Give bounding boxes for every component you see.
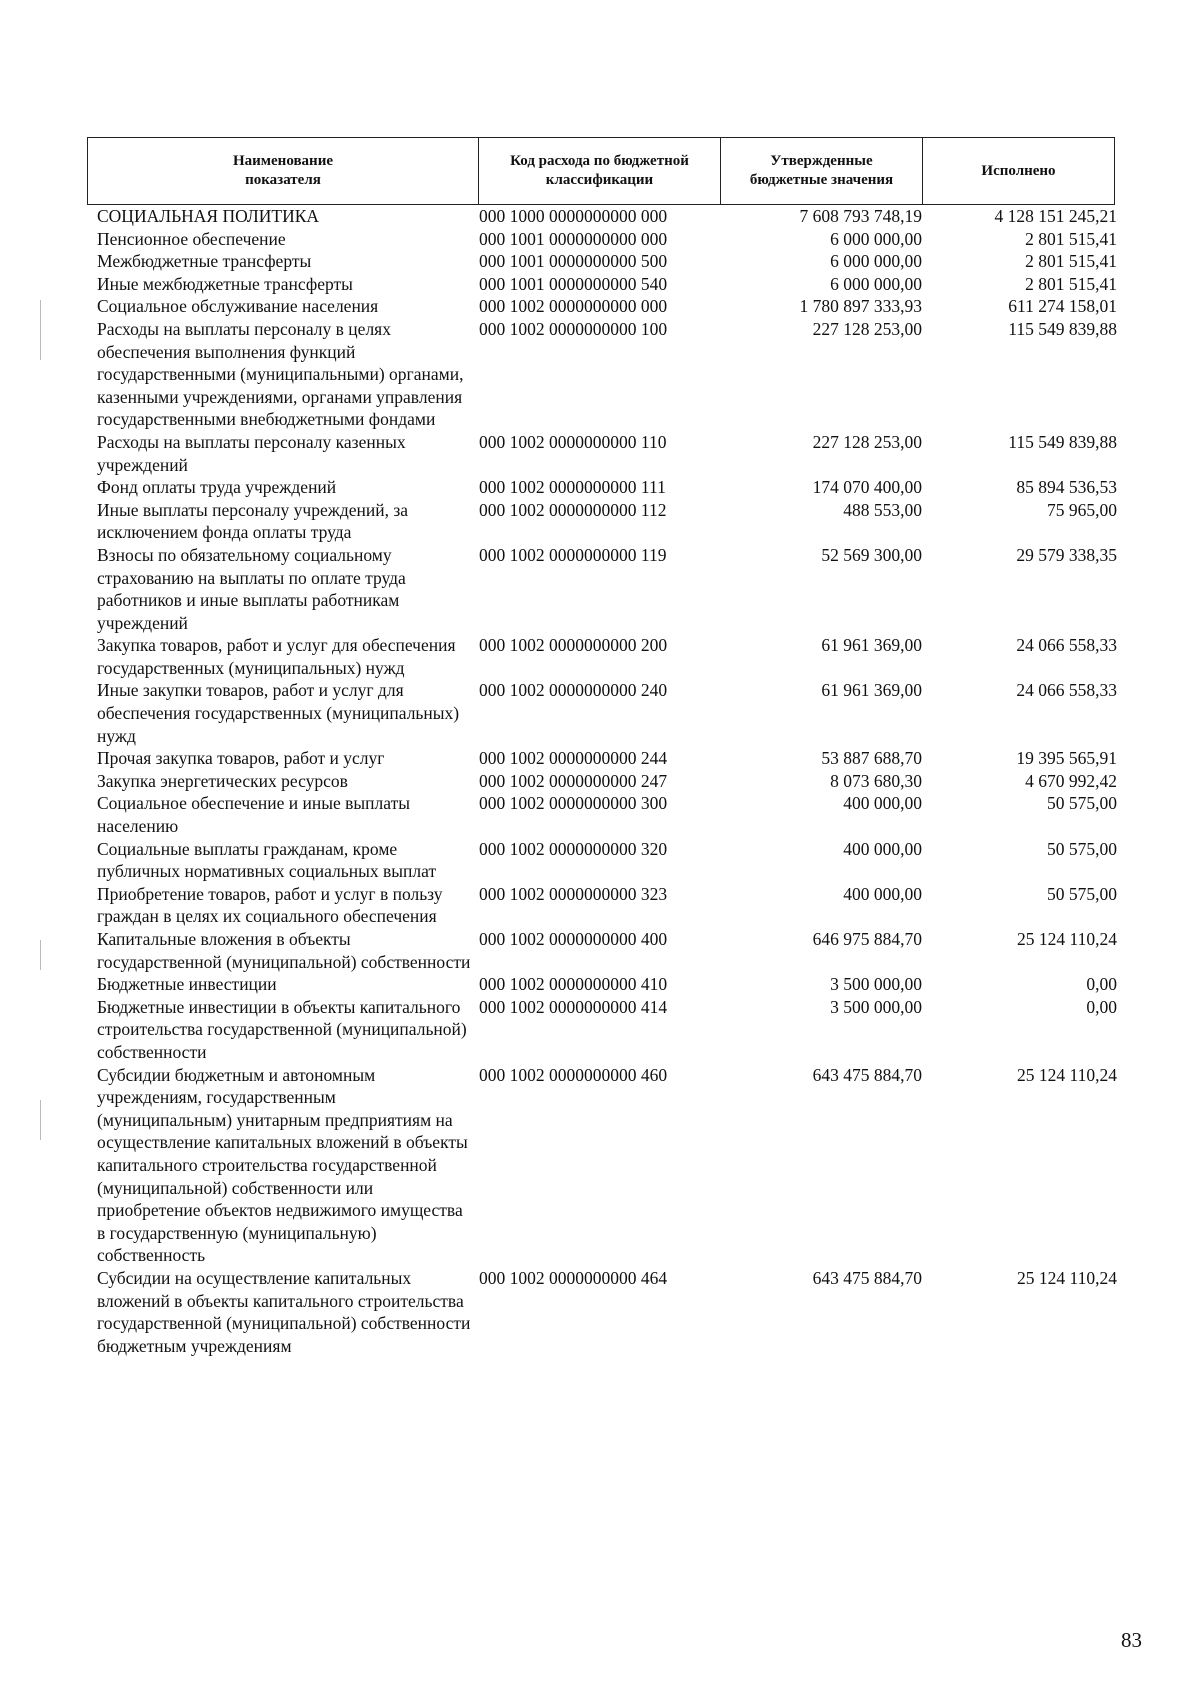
row-name: Закупка энергетических ресурсов: [97, 770, 348, 791]
row-executed: 0,00: [1086, 974, 1117, 995]
row-approved: 488 553,00: [843, 499, 922, 520]
row-code: 000 1002 0000000000 112: [479, 499, 667, 520]
row-code: 000 1002 0000000000 464: [479, 1267, 668, 1288]
row-name: Субсидии бюджетным и автономным учреждениям, государственным (муниципальным) унитарным предприятиям на осуществление капитальных вложений в объекты капитального строительства государственной (муниципальной) собственности или приобретение объектов недвижимого имущества в государственную (муниципальную) собственность: [97, 1064, 468, 1266]
row-code: 000 1002 0000000000 000: [479, 296, 668, 317]
table-row: [97, 499, 1117, 544]
row-approved: 643 475 884,70: [812, 1064, 922, 1085]
row-executed: 50 575,00: [1047, 838, 1117, 859]
row-name: Фонд оплаты труда учреждений: [97, 477, 337, 498]
row-approved: 7 608 793 748,19: [799, 206, 922, 226]
row-code: 000 1002 0000000000 414: [479, 996, 668, 1017]
row-name: СОЦИАЛЬНАЯ ПОЛИТИКА: [97, 206, 320, 226]
row-executed: 50 575,00: [1047, 883, 1117, 904]
row-executed: 115 549 839,88: [1008, 318, 1117, 339]
row-code: 000 1002 0000000000 119: [479, 544, 667, 565]
row-name: Иные межбюджетные трансферты: [97, 273, 353, 294]
row-approved: 52 569 300,00: [821, 544, 922, 565]
table-row: [97, 770, 1117, 793]
row-code: 000 1002 0000000000 110: [479, 431, 667, 452]
row-executed: 29 579 338,35: [1016, 544, 1117, 565]
row-approved: 61 961 369,00: [821, 635, 922, 656]
row-name: Социальное обслуживание населения: [97, 296, 379, 317]
row-executed: 611 274 158,01: [1008, 296, 1117, 317]
table-row: [97, 747, 1117, 770]
row-name: Капитальные вложения в объекты государственной (муниципальной) собственности: [97, 929, 471, 972]
row-executed: 75 965,00: [1047, 499, 1117, 520]
row-name: Субсидии на осуществление капитальных вложений в объекты капитального строительства государственной (муниципальной) собственности бюджетным учреждениям: [97, 1267, 471, 1356]
row-approved: 646 975 884,70: [812, 929, 922, 949]
row-name: Межбюджетные трансферты: [97, 251, 312, 272]
row-approved: 400 000,00: [843, 793, 922, 814]
row-approved: 400 000,00: [843, 838, 922, 859]
header-name: Наименование показателя: [88, 138, 479, 204]
row-code: 000 1002 0000000000 200: [479, 635, 668, 656]
row-approved: 1 780 897 333,93: [799, 296, 922, 317]
table-row: [97, 476, 1117, 499]
row-code: 000 1002 0000000000 300: [479, 793, 668, 814]
row-approved: 6 000 000,00: [830, 228, 922, 249]
row-code: 000 1002 0000000000 100: [479, 318, 668, 339]
row-code: 000 1001 0000000000 540: [479, 273, 668, 294]
table-row: [97, 679, 1117, 747]
row-name: Приобретение товаров, работ и услуг в пользу граждан в целях их социального обеспечения: [97, 883, 443, 927]
scan-margin-mark: [40, 300, 41, 360]
table-row: [97, 838, 1117, 883]
row-code: 000 1002 0000000000 400: [479, 929, 668, 949]
row-approved: 400 000,00: [843, 883, 922, 904]
row-code: 000 1001 0000000000 500: [479, 251, 668, 272]
table-row: [97, 250, 1117, 273]
row-name: Социальные выплаты гражданам, кроме публичных нормативных социальных выплат: [97, 838, 437, 882]
table-row: [97, 973, 1117, 996]
row-approved: 174 070 400,00: [812, 477, 922, 498]
table-row: [97, 1267, 1117, 1357]
row-approved: 227 128 253,00: [812, 431, 922, 452]
row-approved: 3 500 000,00: [830, 974, 922, 995]
row-approved: 6 000 000,00: [830, 273, 922, 294]
row-approved: 6 000 000,00: [830, 251, 922, 272]
row-approved: 61 961 369,00: [821, 680, 922, 701]
table-row: [97, 1064, 1117, 1267]
row-executed: 85 894 536,53: [1016, 477, 1117, 498]
table-row: [97, 883, 1117, 928]
table-row: [97, 792, 1117, 837]
row-approved: 643 475 884,70: [812, 1267, 922, 1288]
row-executed: 25 124 110,24: [1017, 1064, 1117, 1085]
row-executed: 4 128 151 245,21: [994, 206, 1117, 226]
row-name: Социальное обеспечение и иные выплаты населению: [97, 793, 411, 837]
row-code: 000 1002 0000000000 410: [479, 974, 668, 995]
row-executed: 0,00: [1086, 996, 1117, 1017]
row-code: 000 1002 0000000000 240: [479, 680, 668, 701]
table-row: [97, 996, 1117, 1064]
row-name: Иные закупки товаров, работ и услуг для обеспечения государственных (муниципальных) нужд: [97, 680, 460, 746]
row-code: 000 1002 0000000000 460: [479, 1064, 668, 1085]
scan-margin-mark: [40, 940, 41, 970]
table-row: [97, 431, 1117, 476]
row-approved: 8 073 680,30: [830, 770, 922, 791]
table-row: [97, 273, 1117, 296]
row-executed: 25 124 110,24: [1017, 1267, 1117, 1288]
row-name: Иные выплаты персоналу учреждений, за исключением фонда оплаты труда: [97, 499, 409, 543]
row-name: Расходы на выплаты персоналу в целях обеспечения выполнения функций государственными (муниципальными) органами, казенными учреждениями, органами управления государственными внебюджетными фондами: [97, 318, 464, 430]
table-row: [97, 634, 1117, 679]
row-executed: 2 801 515,41: [1025, 228, 1117, 249]
table-row: [97, 318, 1117, 431]
row-name: Пенсионное обеспечение: [97, 228, 286, 249]
row-code: 000 1002 0000000000 320: [479, 838, 668, 859]
row-executed: 2 801 515,41: [1025, 273, 1117, 294]
row-name: Взносы по обязательному социальному страхованию на выплаты по оплате труда работников и иные выплаты работникам учреждений: [97, 544, 406, 633]
table-header: [87, 137, 1115, 205]
header-approved: Утвержденные бюджетные значения: [721, 138, 923, 204]
header-code: Код расхода по бюджетной классификации: [479, 138, 721, 204]
scan-margin-mark: [40, 1100, 41, 1140]
row-name: Прочая закупка товаров, работ и услуг: [97, 748, 385, 769]
row-name: Бюджетные инвестиции: [97, 974, 277, 995]
row-executed: 24 066 558,33: [1016, 635, 1117, 656]
row-executed: 24 066 558,33: [1016, 680, 1117, 701]
table-row: [97, 928, 1117, 973]
table-row: [97, 295, 1117, 318]
table-row: [97, 228, 1117, 251]
table-body: [97, 205, 1117, 1357]
row-name: Закупка товаров, работ и услуг для обеспечения государственных (муниципальных) нужд: [97, 635, 456, 678]
row-code: 000 1002 0000000000 244: [479, 748, 668, 769]
row-code: 000 1001 0000000000 000: [479, 228, 668, 249]
row-executed: 4 670 992,42: [1025, 770, 1117, 791]
row-executed: 25 124 110,24: [1017, 929, 1117, 949]
row-approved: 227 128 253,00: [812, 318, 922, 339]
row-executed: 115 549 839,88: [1008, 431, 1117, 452]
row-name: Бюджетные инвестиции в объекты капитального строительства государственной (муниципальной) собственности: [97, 996, 467, 1062]
row-approved: 3 500 000,00: [830, 996, 922, 1017]
row-code: 000 1002 0000000000 247: [479, 770, 668, 791]
table-row: [97, 205, 1117, 228]
row-code: 000 1002 0000000000 111: [479, 477, 666, 498]
row-code: 000 1002 0000000000 323: [479, 883, 668, 904]
table-row: [97, 544, 1117, 634]
row-code: 000 1000 0000000000 000: [479, 206, 668, 226]
row-name: Расходы на выплаты персоналу казенных учреждений: [97, 431, 406, 475]
header-executed: Исполнено: [981, 162, 1056, 179]
row-approved: 53 887 688,70: [821, 748, 922, 769]
page-number: 83: [1121, 1628, 1142, 1652]
row-executed: 50 575,00: [1047, 793, 1117, 814]
row-executed: 2 801 515,41: [1025, 251, 1117, 272]
row-executed: 19 395 565,91: [1016, 748, 1117, 769]
